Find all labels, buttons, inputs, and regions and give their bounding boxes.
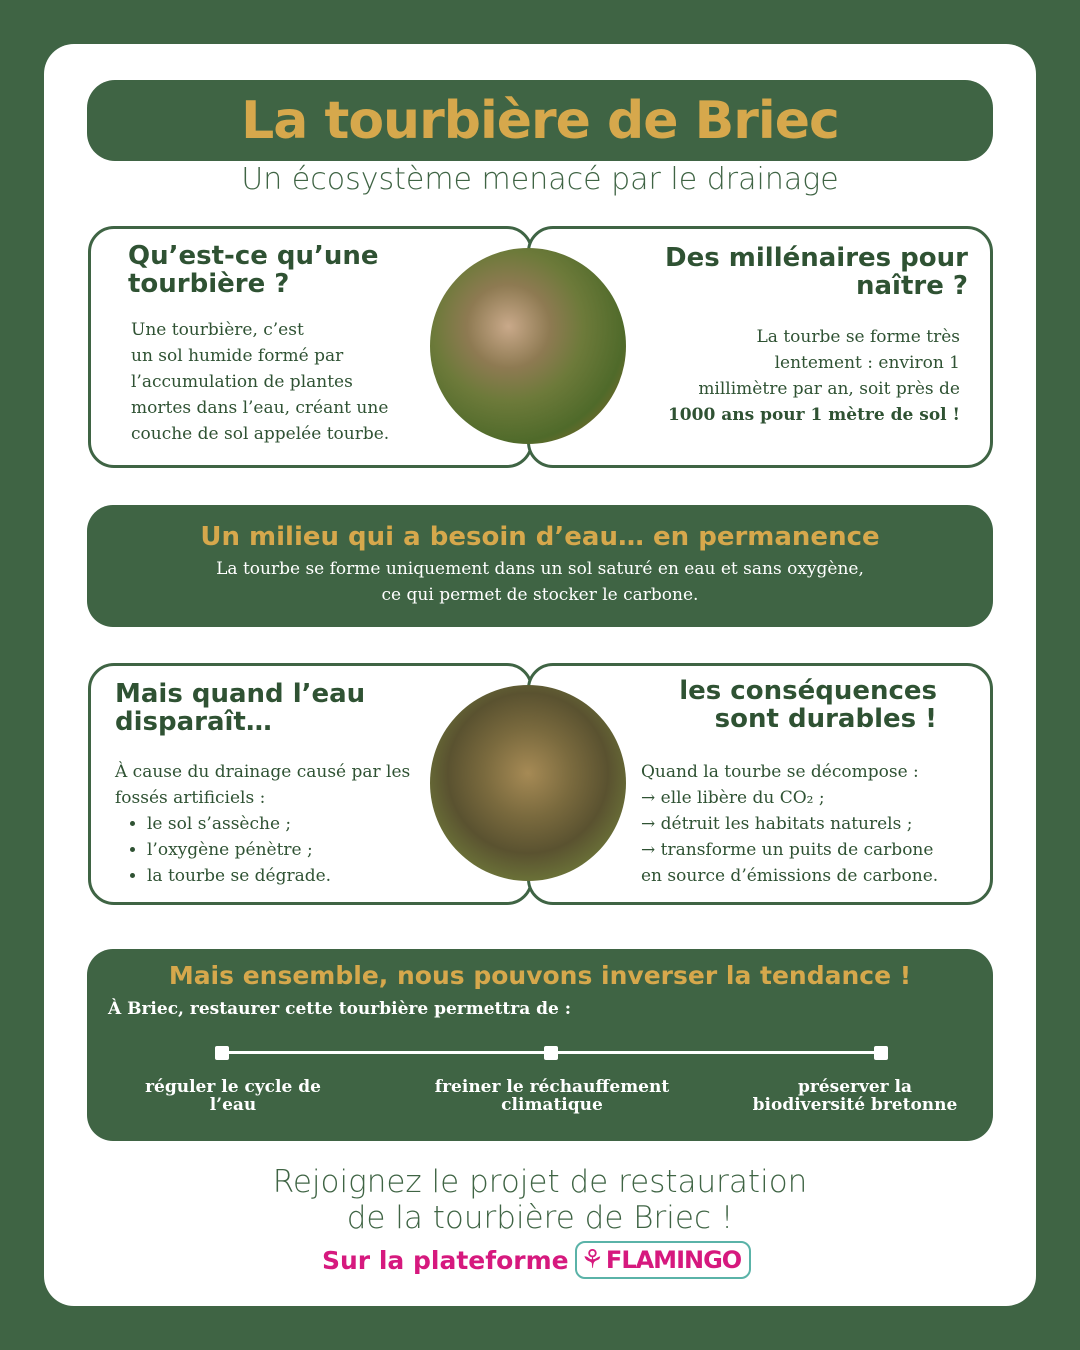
text-line: mortes dans l’eau, créant une [131,398,389,418]
banner-intro: À Briec, restaurer cette tourbière permettra de : [108,999,572,1019]
dry-peatbog-photo [430,685,626,881]
text-line: → transforme un puits de carbone [641,840,934,860]
banner-text: ce qui permet de stocker le carbone. [381,585,699,605]
subtitle: Un écosystème menacé par le drainage [241,162,839,197]
banner-text: La tourbe se forme uniquement dans un sol saturé en eau et sans oxygène, [216,559,864,579]
card-text [131,317,389,447]
title-line: disparaît… [115,707,272,737]
call-to-action [0,1164,1080,1236]
card-title [665,244,968,300]
text-line: lentement : environ 1 [774,353,960,373]
flamingo-logo-text: FLAMINGO [605,1246,742,1274]
card-text [668,324,960,428]
platform-label: Sur la plateforme [322,1245,569,1275]
label-line: l’eau [209,1095,257,1115]
label-line: climatique [501,1095,603,1115]
text-line: Une tourbière, c’est [131,320,304,340]
card-title [679,677,937,733]
title-line: Des millénaires pour [665,243,968,273]
flamingo-icon: ⚘ [580,1245,604,1275]
label-line: biodiversité bretonne [752,1095,958,1115]
card-title [128,242,379,298]
text-line: La tourbe se forme très [756,327,960,347]
platform-row [322,1241,751,1279]
flamingo-logo-link[interactable] [575,1241,752,1279]
text-line: → elle libère du CO₂ ; [641,788,825,808]
text-line: millimètre par an, soit près de [698,379,960,399]
timeline-node [544,1046,558,1060]
list-item: • l’oxygène pénètre ; [147,837,410,863]
card-text [115,759,410,889]
text-line-bold: 1000 ans pour 1 mètre de sol ! [667,405,960,425]
text-line: fossés artificiels : [115,788,266,808]
list-item: • la tourbe se dégrade. [147,863,410,889]
cta-line: Rejoignez le projet de restauration [272,1164,808,1200]
timeline-label [422,1078,682,1114]
page-title: La tourbière de Briec [241,90,839,151]
water-banner [87,505,993,627]
title-bar [87,80,993,161]
title-line: sont durables ! [714,704,937,734]
title-line: Mais quand l’eau [115,679,366,709]
text-line: l’accumulation de plantes [131,372,353,392]
text-line: Quand la tourbe se décompose : [641,762,919,782]
text-line: couche de sol appelée tourbe. [131,424,390,444]
timeline-label [725,1078,985,1114]
title-line: Qu’est-ce qu’une [128,241,379,271]
timeline-node [215,1046,229,1060]
label-line: préserver la [797,1077,913,1097]
banner-title: Mais ensemble, nous pouvons inverser la tendance ! [168,961,912,990]
label-line: freiner le réchauffement [434,1077,670,1097]
title-line: tourbière ? [128,269,290,299]
label-line: réguler le cycle de [145,1077,321,1097]
banner-title: Un milieu qui a besoin d’eau… en permanence [200,522,880,552]
timeline-label [103,1078,363,1114]
wet-peatbog-photo [430,248,626,444]
title-line: les conséquences [679,676,937,706]
text-line: en source d’émissions de carbone. [641,866,939,886]
text-line: À cause du drainage causé par les [115,762,411,782]
timeline-node [874,1046,888,1060]
card-title [115,680,365,736]
title-line: naître ? [856,271,968,301]
card-text [641,759,938,889]
cta-line: de la tourbière de Briec ! [346,1200,734,1236]
list-item: • le sol s’assèche ; [147,811,410,837]
text-line: un sol humide formé par [131,346,344,366]
text-line: → détruit les habitats naturels ; [641,814,913,834]
